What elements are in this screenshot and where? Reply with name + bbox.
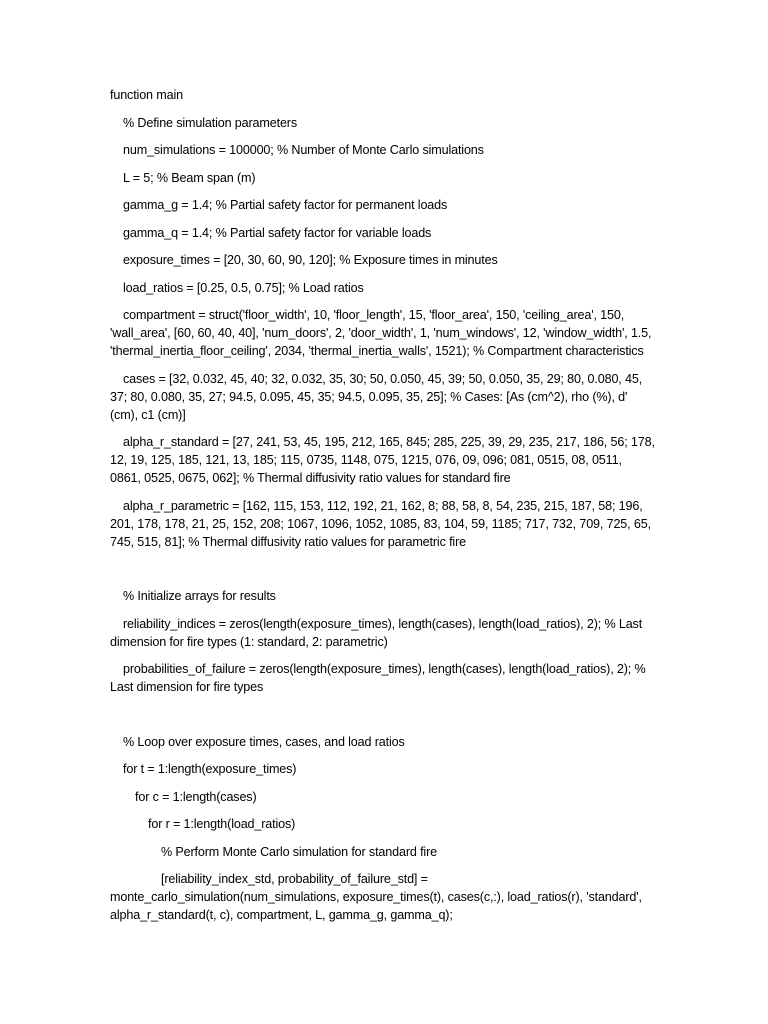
blank-line	[110, 706, 655, 733]
code-line: gamma_q = 1.4; % Partial safety factor for variable loads	[123, 225, 432, 240]
code-line: reliability_indices = zeros(length(exposure_times), length(cases), length(load_ratios), 2); % Last dimension for fire types (1: standard, 2: parametric)	[110, 616, 643, 649]
code-line: probabilities_of_failure = zeros(length(exposure_times), length(cases), length(load_ratios), 2); % Last dimension for fire types	[110, 662, 646, 694]
code-line: gamma_g = 1.4; % Partial safety factor for permanent loads	[123, 198, 448, 212]
code-line: exposure_times = [20, 30, 60, 90, 120]; % Exposure times in minutes	[123, 253, 498, 267]
code-line: L = 5; % Beam span (m)	[123, 170, 256, 185]
code-line: alpha_r_parametric = [162, 115, 153, 112, 192, 21, 162, 8; 88, 58, 8, 54, 235, 215, 187, 58; 196, 201, 178, 178, 21, 25, 152, 208; 1067, 1096, 1052, 1085, 83, 104, 59, 1185; 717, 732, 709, 725, 65, 745, 515, 81]; % Thermal diffusivity ratio values for parametric fire	[110, 498, 651, 549]
loop-line: for c = 1:length(cases)	[135, 789, 257, 804]
code-line: num_simulations = 100000; % Number of Monte Carlo simulations	[123, 143, 484, 157]
code-line-text: [reliability_index_std, probability_of_failure_std] = monte_carlo_simulation(num_simulations, exposure_times(t), cases(c,:), load_ratios(r), 'standard', alpha_r_standard(t, c), compartment, L, gamma_g, gamma_q);	[110, 872, 642, 922]
code-line: alpha_r_standard = [27, 241, 53, 45, 195, 212, 165, 845; 285, 225, 39, 29, 235, 217, 186, 56; 178, 12, 19, 125, 185, 121, 13, 185; 115, 0735, 1148, 075, 1215, 076, 09, 096; 081, 0515, 08, 0511, 0861, 0525, 0675, 062]; % Thermal diffusivity ratio values for standard fire	[110, 435, 655, 485]
code-listing	[110, 86, 655, 934]
code-line: compartment = struct('floor_width', 10, 'floor_length', 15, 'floor_area', 150, 'ceiling_area', 150, 'wall_area', [60, 60, 40, 40], 'num_doors', 2, 'door_width', 1, 'num_windows', 12, 'window_width', 1.5, 'thermal_inertia_floor_ceiling', 2034, 'thermal_inertia_walls', 1521); % Compartment characteristics	[110, 308, 652, 358]
code-line: load_ratios = [0.25, 0.5, 0.75]; % Load ratios	[123, 280, 364, 295]
comment-line: % Define simulation parameters	[123, 115, 297, 130]
comment-line: % Initialize arrays for results	[123, 589, 276, 603]
code-line	[110, 870, 655, 924]
blank-line	[110, 560, 655, 587]
function-declaration: function main	[110, 88, 183, 102]
comment-line: % Loop over exposure times, cases, and load ratios	[123, 734, 405, 749]
code-line: cases = [32, 0.032, 45, 40; 32, 0.032, 35, 30; 50, 0.050, 45, 39; 50, 0.050, 35, 29; 80, 0.080, 45, 37; 80, 0.080, 35, 27; 94.5, 0.095, 45, 35; 94.5, 0.095, 35, 25]; % Cases: [As (cm^2), rho (%), d' (cm), c1 (cm)]	[110, 371, 643, 422]
loop-line: for r = 1:length(load_ratios)	[148, 817, 296, 831]
comment-line: % Perform Monte Carlo simulation for standard fire	[161, 844, 437, 859]
loop-line: for t = 1:length(exposure_times)	[123, 762, 297, 776]
